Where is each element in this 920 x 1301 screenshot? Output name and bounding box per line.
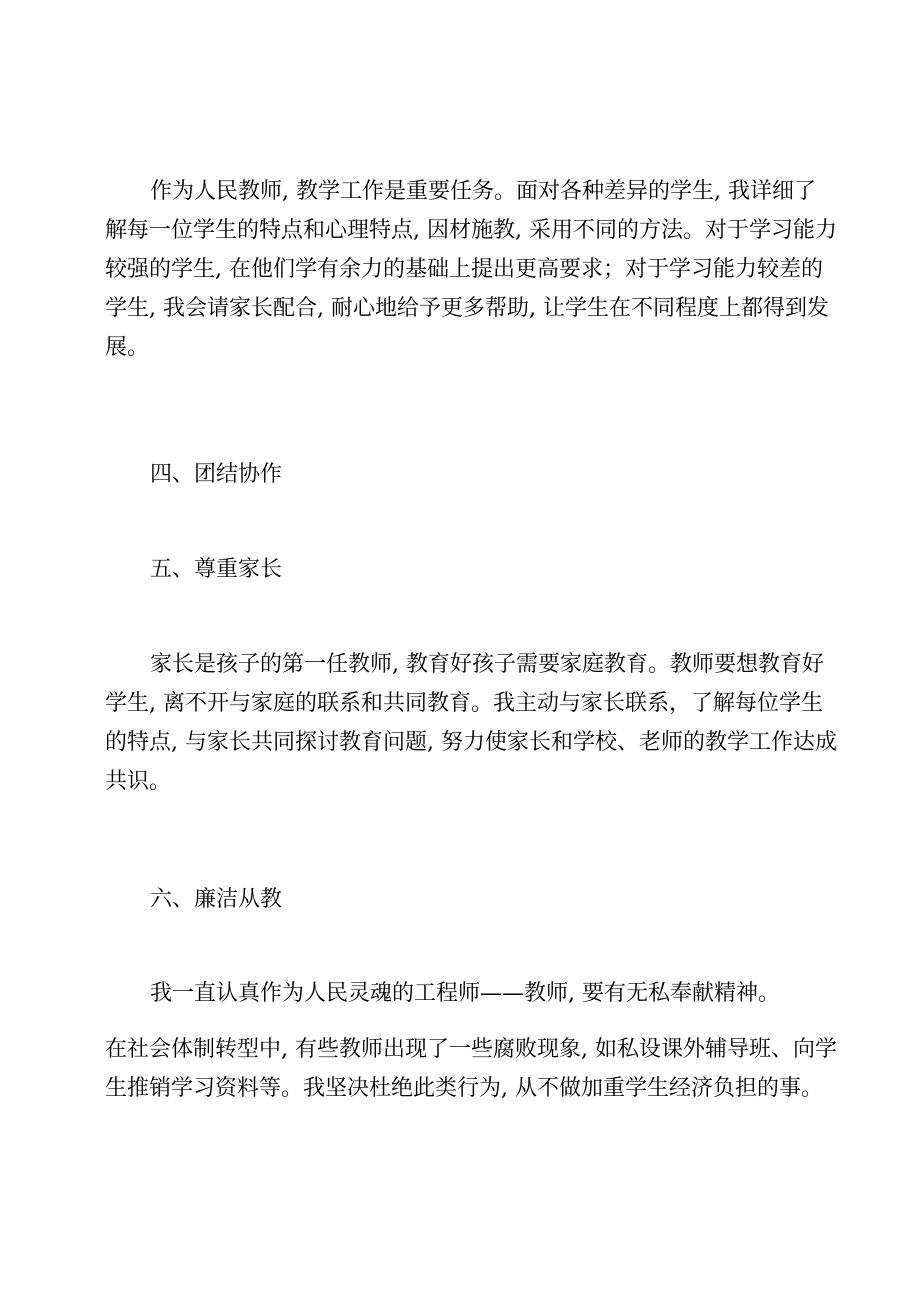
text-line: 我一直认真作为人民灵魂的工程师——教师, 要有无私奉献精神。 xyxy=(150,981,780,1006)
text-line: 解每一位学生的特点和心理特点, 因材施教, 采用不同的方法。对于学习能力 xyxy=(105,218,837,243)
section-heading-respect-parents: 五、尊重家长 xyxy=(150,557,283,582)
paragraph-teaching-work xyxy=(105,172,837,367)
text-line: 学生, 我会请家长配合, 耐心地给予更多帮助, 让学生在不同程度上都得到发 xyxy=(105,296,829,321)
text-line: 家长是孩子的第一任教师, 教育好孩子需要家庭教育。教师要想教育好 xyxy=(150,652,824,677)
paragraph-anti-corruption xyxy=(105,1030,837,1108)
text-line: 在社会体制转型中, 有些教师出现了一些腐败现象, 如私设课外辅导班、向学 xyxy=(105,1037,837,1062)
section-heading-teamwork: 四、团结协作 xyxy=(150,462,283,487)
section-heading-integrity: 六、廉洁从教 xyxy=(150,887,283,912)
text-line: 共识。 xyxy=(105,769,172,794)
text-line: 作为人民教师, 教学工作是重要任务。面对各种差异的学生, 我详细了 xyxy=(150,179,816,204)
text-line: 较强的学生, 在他们学有余力的基础上提出更高要求；对于学习能力较差的 xyxy=(105,257,823,282)
paragraph-dedication xyxy=(105,974,805,1013)
text-line: 生推销学习资料等。我坚决杜绝此类行为, 从不做加重学生经济负担的事。 xyxy=(105,1076,823,1101)
paragraph-parents xyxy=(105,645,837,801)
text-line: 学生, 离不开与家庭的联系和共同教育。我主动与家长联系，了解每位学生 xyxy=(105,691,823,716)
text-line: 的特点, 与家长共同探讨教育问题, 努力使家长和学校、老师的教学工作达成 xyxy=(105,730,837,755)
text-line: 展。 xyxy=(105,335,150,360)
